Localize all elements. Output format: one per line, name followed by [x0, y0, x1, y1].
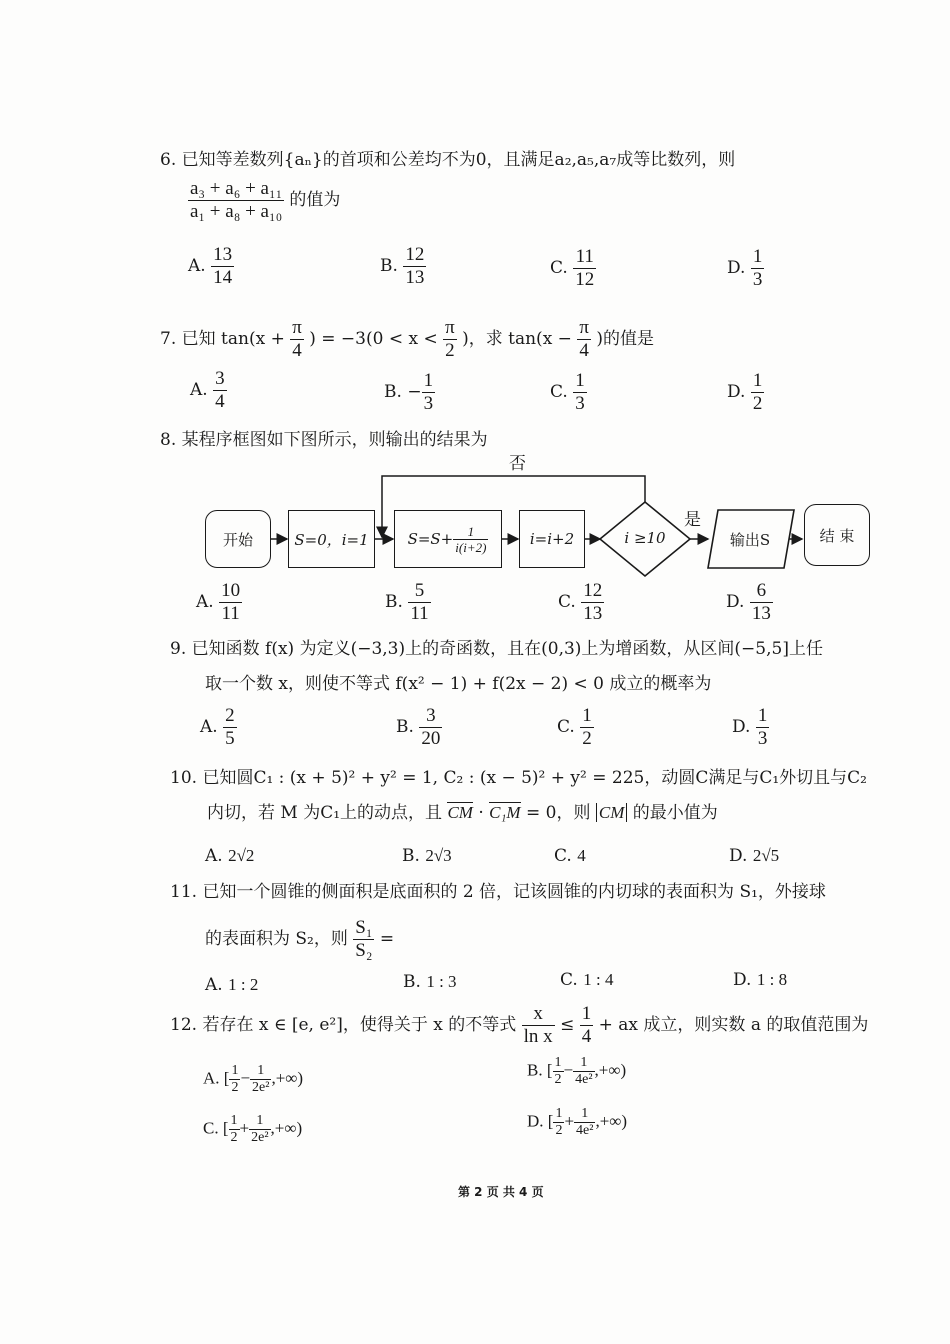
q8-option-d: D. $\frac{6}{13}$	[726, 580, 771, 624]
q6-option-a: A. $\frac{13}{14}$	[188, 244, 233, 288]
q6-stem: 6. 已知等差数列{aₙ}的首项和公差均不为0，且满足a₂,a₅,a₇成等比数列，则	[160, 150, 736, 170]
q9-option-b: B. $\frac{3}{20}$	[396, 705, 441, 749]
flow-condition: i ≥10	[624, 529, 666, 547]
flow-end: 结 束	[804, 504, 870, 566]
q12-option-d: D. [ $\frac{1}{2}$ + $\frac{1}{\text{4e²}}$ ,+∞)	[527, 1106, 628, 1138]
flow-no-label: 否	[509, 454, 526, 474]
q6-option-d: D. $\frac{1}{3}$	[727, 246, 763, 290]
q8-stem: 8. 某程序框图如下图所示，则输出的结果为	[160, 430, 488, 450]
q10-line2: 内切，若 M 为C₁上的动点，且 CM · C₁M = 0，则 CM 的最小值为	[207, 803, 718, 823]
flow-init: S=0，i=1	[288, 510, 375, 568]
q9-option-d: D. $\frac{1}{3}$	[732, 705, 768, 749]
q6-option-b: B. $\frac{12}{13}$	[380, 244, 425, 288]
q10-option-b: B. 2√3	[402, 846, 452, 866]
q11-option-d: D. 1 : 8	[733, 970, 788, 990]
q11-option-a: A. 1 : 2	[205, 975, 259, 995]
q6-expr-den: a₁ + a₈ + a₁₀	[190, 201, 283, 222]
q11-line2: 的表面积为 S₂，则 $\frac{\text{S₁}}{\text{S₂}}$ =	[205, 917, 395, 961]
q7-option-a: A. $\frac{3}{4}$	[190, 368, 225, 412]
q7-option-b: B. − $\frac{1}{3}$	[384, 370, 434, 414]
q7-option-c: C. $\frac{1}{3}$	[550, 370, 585, 414]
q10-option-a: A. 2√2	[205, 846, 255, 866]
q8-option-a: A. $\frac{10}{11}$	[196, 580, 241, 624]
q6-tail: 的值为	[289, 190, 341, 210]
q12-option-b: B. [ $\frac{1}{2}$ − $\frac{1}{\text{4e²}}$ ,+∞)	[527, 1055, 627, 1087]
abs-cm: CM	[596, 803, 628, 822]
q7-option-d: D. $\frac{1}{2}$	[727, 370, 763, 414]
q10-option-c: C. 4	[554, 846, 586, 866]
q11-option-b: B. 1 : 3	[403, 972, 457, 992]
q7-stem: 7. 已知 tan(x + $\frac{\pi}{4}$ ) = −3(0 < x < $\frac{\pi}{2}$ )，求 tan(x − $\frac{\pi}{4}$ )的值是	[160, 317, 654, 361]
flow-update-i: i=i+2	[519, 510, 585, 568]
q12-stem: 12. 若存在 x ∈ [e, e²]，使得关于 x 的不等式 $\frac{x}{\text{ln x}}$ ≤ $\frac{1}{4}$ + ax 成立，则实数 a 的取值范围为	[170, 1003, 869, 1047]
flow-start: 开始	[205, 510, 271, 568]
q9-option-a: A. $\frac{2}{5}$	[200, 705, 235, 749]
q12-option-c: C. [ $\frac{1}{2}$ + $\frac{1}{\text{2e²}}$ ,+∞)	[203, 1113, 303, 1145]
q12-option-a: A. [ $\frac{1}{2}$ − $\frac{1}{\text{2e²}}$ ,+∞)	[203, 1063, 304, 1095]
q6-option-c: C. $\frac{11}{12}$	[550, 246, 595, 290]
flow-update-s: S=S+ $\frac{1}{i(i+2)}$	[394, 510, 502, 568]
q9-line2: 取一个数 x，则使不等式 f(x² − 1) + f(2x − 2) < 0 成立的概率为	[205, 674, 712, 694]
q6-expr-num: a₃ + a₆ + a₁₁	[190, 178, 283, 199]
q9-line1: 9. 已知函数 f(x) 为定义(−3,3)上的奇函数，且在(0,3)上为增函数，从区间(−5,5]上任	[170, 639, 823, 659]
q9-option-c: C. $\frac{1}{2}$	[557, 705, 592, 749]
flow-output: 输出S	[729, 531, 771, 549]
flow-yes-label: 是	[684, 510, 701, 530]
q8-option-b: B. $\frac{5}{11}$	[385, 580, 429, 624]
q10-line1: 10. 已知圆C₁ : (x + 5)² + y² = 1, C₂ : (x − 5)² + y² = 225，动圆C满足与C₁外切且与C₂	[170, 768, 867, 788]
q10-option-d: D. 2√5	[729, 846, 780, 866]
vector-c1m: C₁M	[489, 803, 521, 822]
q11-line1: 11. 已知一个圆锥的侧面积是底面积的 2 倍，记该圆锥的内切球的表面积为 S₁，外接球	[170, 882, 826, 902]
vector-cm: CM	[447, 803, 473, 822]
q8-option-c: C. $\frac{12}{13}$	[558, 580, 603, 624]
q11-option-c: C. 1 : 4	[560, 970, 614, 990]
page-number: 第 2 页 共 4 页	[458, 1185, 544, 1199]
